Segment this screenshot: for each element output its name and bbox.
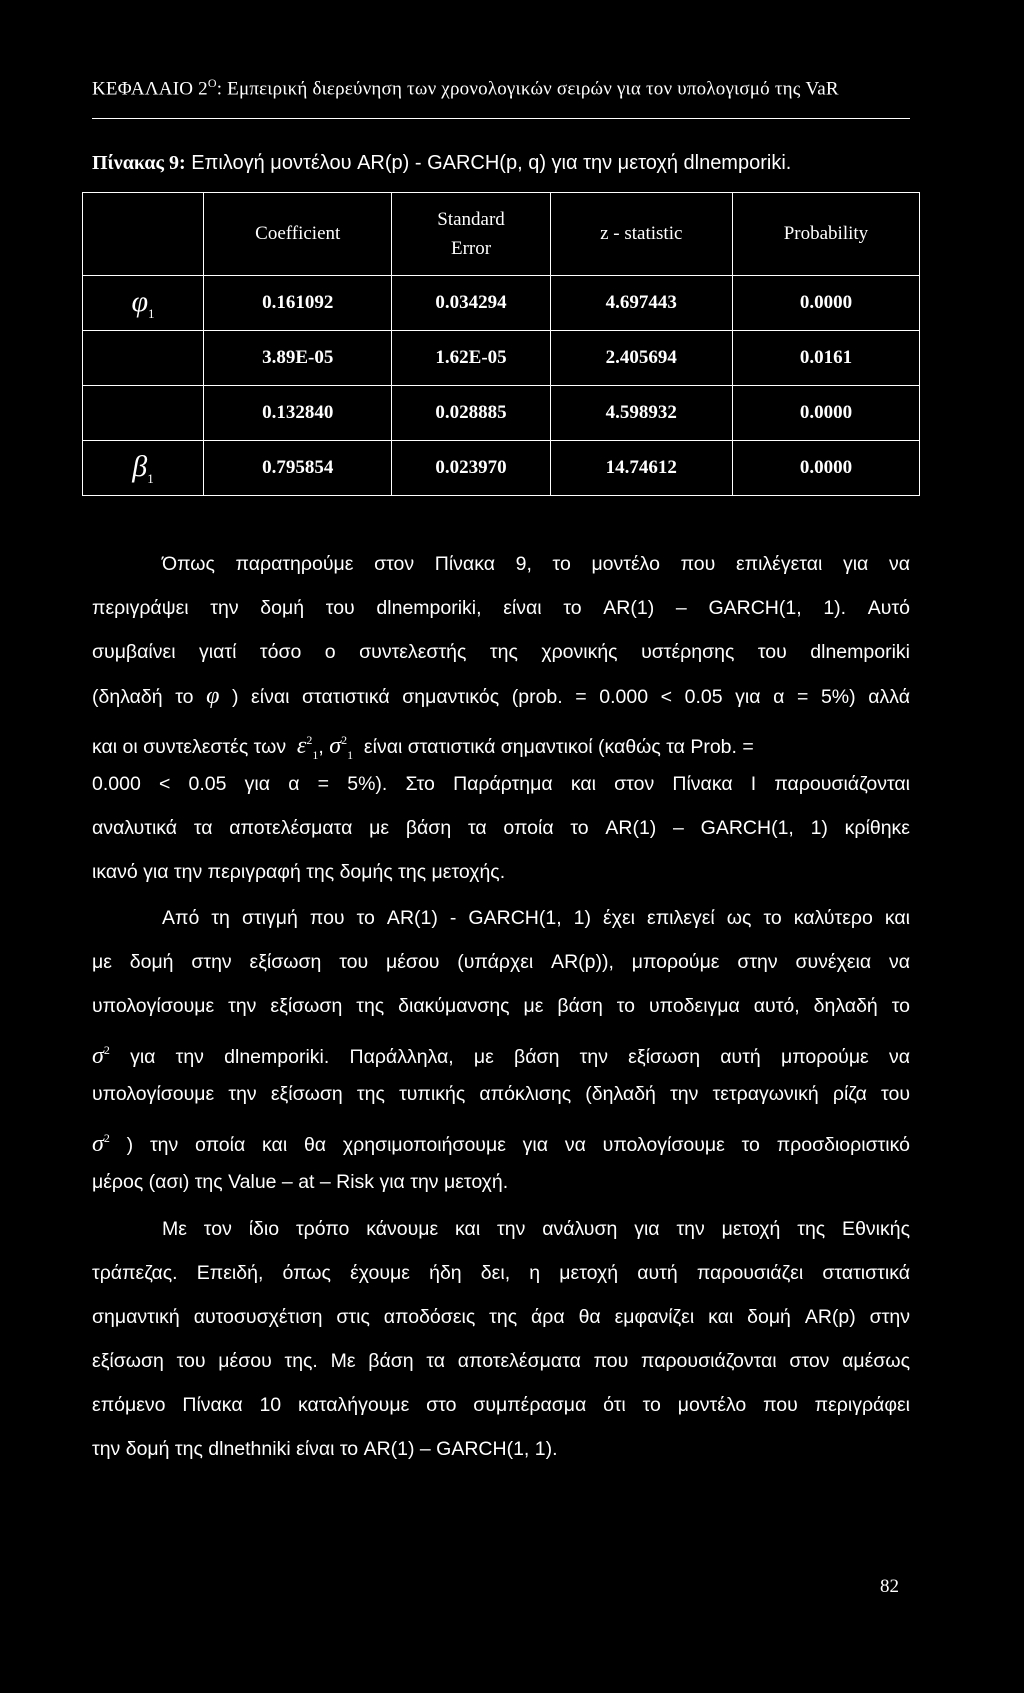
text-line: περιγράψει την δομή του dlnemporiki, είναι το AR(1) – GARCH(1, 1). Αυτό <box>92 597 910 619</box>
sigma-symbol <box>92 1131 110 1157</box>
chapter-sup: Ο <box>207 76 217 90</box>
cell-z-statistic: 14.74612 <box>550 441 732 496</box>
text-segment: (δηλαδή το <box>92 686 194 708</box>
text-line: ικανό για την περιγραφή της δομής της μετοχής. <box>92 861 506 883</box>
header-rule <box>92 118 910 119</box>
text-line <box>92 718 910 762</box>
table-row <box>83 276 920 331</box>
text-line: υπολογίσουμε την εξίσωση της διακύμανσης με βάση το υποδειγμα αυτό, δηλαδή το <box>92 995 910 1017</box>
text-line: υπολογίσουμε την εξίσωση της τυπικής απόκλισης (δηλαδή την τετραγωνική ρίζα του <box>92 1083 910 1105</box>
phi-symbol: φ <box>206 683 220 709</box>
cell-coefficient: 3.89E-05 <box>204 331 392 386</box>
sigma-symbol <box>329 733 354 762</box>
text-line: Όπως παρατηρούμε στον Πίνακα 9, το μοντέλο που επιλέγεται για να <box>162 553 910 575</box>
text-line: Από τη στιγμή που το AR(1) - GARCH(1, 1) έχει επιλεγεί ως το καλύτερο και <box>162 907 910 929</box>
cell-z-statistic: 4.697443 <box>550 276 732 331</box>
page-number: 82 <box>880 1576 899 1597</box>
text-line: επόμενο Πίνακα 10 καταλήγουμε στο συμπέρασμα ότι το μοντέλο που περιγράφει <box>92 1394 910 1416</box>
text-line: 0.000 < 0.05 για α = 5%). Στο Παράρτημα και στον Πίνακα Ι παρουσιάζονται <box>92 773 910 795</box>
text-segment: και οι συντελεστές των <box>92 736 287 758</box>
epsilon-sub: 1 <box>312 747 319 762</box>
results-table <box>82 192 920 496</box>
sigma-sub: 1 <box>347 747 354 762</box>
cell-coefficient: 0.795854 <box>204 441 392 496</box>
cell-std-error: 0.028885 <box>392 386 550 441</box>
text-segment: είναι στατιστικά σημαντικοί (καθώς τα Prob. = <box>363 736 754 758</box>
table-caption <box>92 152 791 175</box>
symbol-beta: β <box>132 449 148 483</box>
table-row <box>83 386 920 441</box>
text-line <box>92 1116 910 1160</box>
cell-probability: 0.0000 <box>732 276 919 331</box>
text-line: μέρος (ασι) της Value – at – Risk για την μετοχή. <box>92 1171 509 1193</box>
row-symbol <box>83 331 204 386</box>
header-standard: Standard <box>437 208 505 230</box>
chapter-title: : Εμπειρική διερεύνηση των χρονολογικών σειρών για τον υπολογισμό της VaR <box>216 78 839 100</box>
sigma-sup: 2 <box>103 1131 110 1145</box>
paragraph-1 <box>92 542 910 894</box>
table-caption-text: Επιλογή μοντέλου AR(p) - GARCH(p, q) για την μετοχή dlnemporiki. <box>185 152 792 174</box>
cell-coefficient: 0.161092 <box>204 276 392 331</box>
table-caption-label: Πίνακας 9: <box>92 152 186 174</box>
sigma-glyph: σ <box>329 733 342 759</box>
cell-probability: 0.0000 <box>732 386 919 441</box>
text-segment: ) είναι στατιστικά σημαντικός (prob. = 0.000 < 0.05 για α = 5%) αλλά <box>231 686 910 708</box>
text-segment: ) την οποία και θα χρησιμοποιήσουμε για να υπολογίσουμε το προσδιοριστικό <box>126 1134 910 1156</box>
header-z-statistic: z - statistic <box>550 193 732 276</box>
table-row <box>83 441 920 496</box>
text-line: εξίσωση του μέσου της. Με βάση τα αποτελέσματα που παρουσιάζονται στον αμέσως <box>92 1350 910 1372</box>
row-symbol <box>83 386 204 441</box>
text-line: σημαντική αυτοσυσχέτιση στις αποδόσεις της άρα θα εμφανίζει και δομή AR(p) στην <box>92 1306 910 1328</box>
cell-z-statistic: 4.598932 <box>550 386 732 441</box>
paragraph-3 <box>92 1207 910 1471</box>
symbol-comma: , <box>318 736 324 758</box>
sigma-symbol <box>92 1043 110 1069</box>
cell-std-error: 0.023970 <box>392 441 550 496</box>
row-symbol <box>83 276 204 331</box>
text-line <box>92 1028 910 1072</box>
paragraph-2 <box>92 896 910 1204</box>
text-line: συμβαίνει γιατί τόσο ο συντελεστής της χρονικής υστέρησης του dlnemporiki <box>92 641 910 663</box>
symbol-sub: 1 <box>148 305 155 321</box>
cell-z-statistic: 2.405694 <box>550 331 732 386</box>
header-coefficient: Coefficient <box>204 193 392 276</box>
row-symbol <box>83 441 204 496</box>
text-segment: για την dlnemporiki. Παράλληλα, με βάση την εξίσωση αυτή μπορούμε να <box>130 1046 910 1068</box>
text-line: αναλυτικά τα αποτελέσματα με βάση τα οποία το AR(1) – GARCH(1, 1) κρίθηκε <box>92 817 910 839</box>
cell-coefficient: 0.132840 <box>204 386 392 441</box>
symbol-sub: 1 <box>147 470 154 486</box>
cell-probability: 0.0161 <box>732 331 919 386</box>
text-line: με δομή στην εξίσωση του μέσου (υπάρχει AR(p)), μπορούμε στην συνέχεια να <box>92 951 910 973</box>
epsilon-glyph: ε <box>296 733 307 759</box>
chapter-label: ΚΕΦΑΛΑΙΟ 2 <box>92 78 208 100</box>
cell-std-error: 0.034294 <box>392 276 550 331</box>
text-line <box>92 674 910 718</box>
sigma-glyph: σ <box>92 1131 104 1157</box>
header-blank <box>83 193 204 276</box>
header-standard-error <box>392 193 550 276</box>
symbol-phi: φ <box>131 284 149 318</box>
text-line: Με τον ίδιο τρόπο κάνουμε και την ανάλυση για την μετοχή της Εθνικής <box>162 1218 910 1240</box>
epsilon-symbol <box>296 733 319 762</box>
sigma-sup: 2 <box>341 733 348 747</box>
cell-probability: 0.0000 <box>732 441 919 496</box>
table-row <box>83 331 920 386</box>
sigma-glyph: σ <box>92 1043 104 1069</box>
header-error: Error <box>451 238 492 259</box>
chapter-header <box>92 76 910 100</box>
sigma-sup: 2 <box>103 1043 110 1057</box>
epsilon-sup: 2 <box>306 733 313 747</box>
table-header-row <box>83 193 920 276</box>
text-line: τράπεζας. Επειδή, όπως έχουμε ήδη δει, η μετοχή αυτή παρουσιάζει στατιστικά <box>92 1262 910 1284</box>
header-probability: Probability <box>732 193 919 276</box>
text-line: την δομή της dlnethniki είναι το AR(1) – GARCH(1, 1). <box>92 1438 558 1460</box>
cell-std-error: 1.62E-05 <box>392 331 550 386</box>
